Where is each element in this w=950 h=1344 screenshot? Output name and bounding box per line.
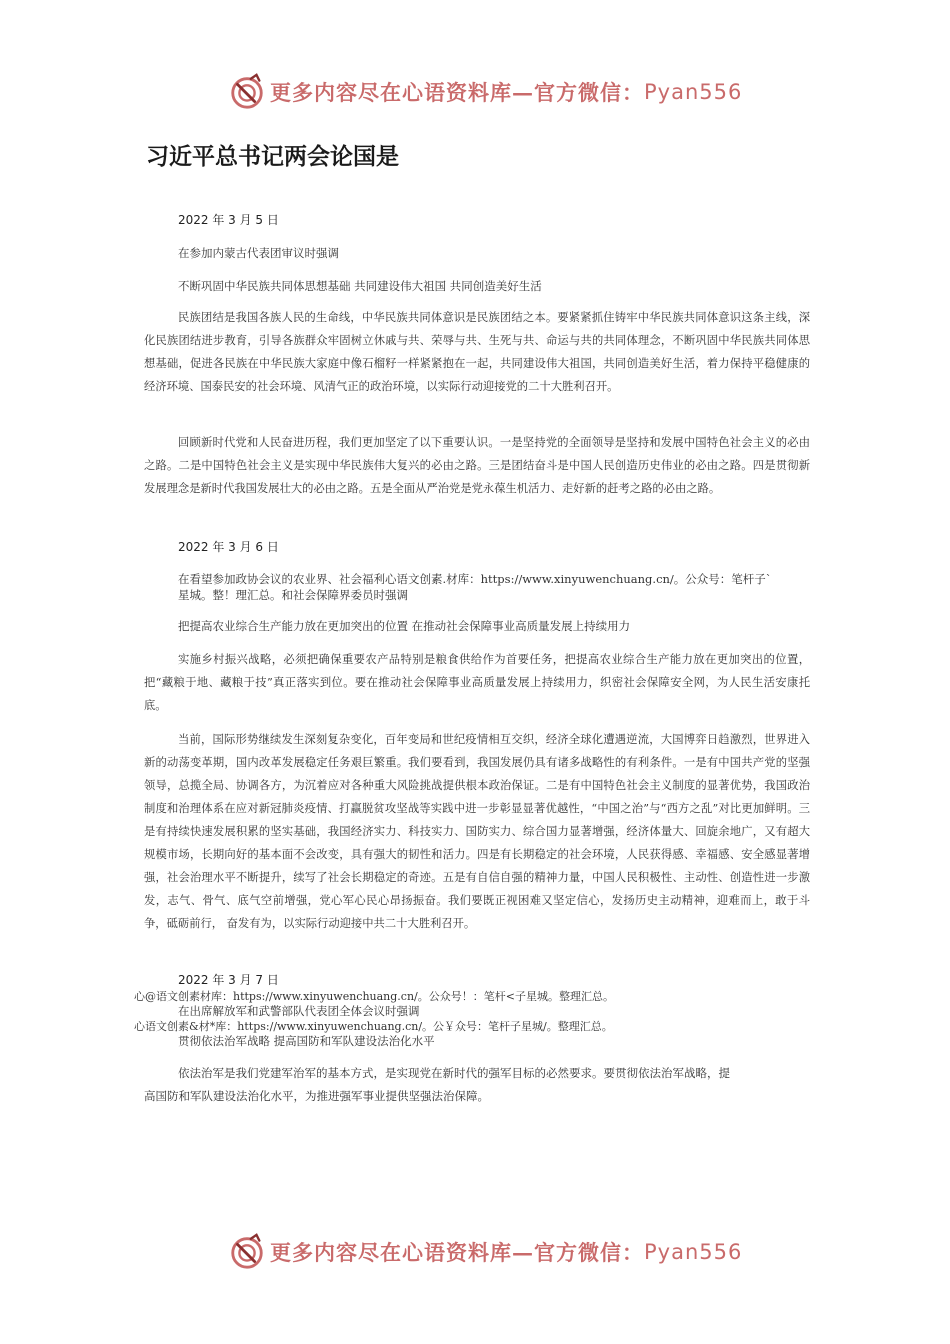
section-paragraph: 回顾新时代党和人民奋进历程，我们更加坚定了以下重要认识。一是坚持党的全面领导是坚持和发展中国特色社会主义的必由之路。二是中国特色社会主义是实现中华民族伟大复兴的必由之路。三是团结奋斗是中国人民创造历史伟业的必由之路。四是贯彻新发展理念是新时代我国发展壮大的必由之路。五是全面从严治党是党永葆生机活力、走好新的赶考之路的必由之路。 — [144, 436, 810, 495]
section-occasion: 在参加内蒙古代表团审议时强调 — [178, 246, 339, 260]
brand-logo-icon — [228, 1233, 266, 1271]
footer-banner — [228, 1232, 742, 1272]
banner-wechat-id: Pyan556 — [644, 80, 743, 104]
banner-text: 更多内容尽在心语资料库—官方微信： — [270, 1240, 644, 1265]
watermark-line: 心@语文创素材库：https://www.xinyuwenchuang.cn/。公众号！：笔杆<子星城。整理汇总。 — [134, 990, 614, 1003]
section-date: 2022 年 3 月 6 日 — [178, 540, 279, 554]
header-banner — [228, 72, 742, 112]
section-headline: 把提高农业综合生产能力放在更加突出的位置 在推动社会保障事业高质量发展上持续用力 — [178, 619, 631, 633]
section-occasion: 在出席解放军和武警部队代表团全体会议时强调 — [178, 1004, 420, 1018]
section-paragraph-line2: 高国防和军队建设法治化水平，为推进强军事业提供坚强法治保障。 — [144, 1089, 489, 1103]
banner-wechat-id: Pyan556 — [644, 1240, 743, 1264]
section-headline: 不断巩固中华民族共同体思想基础 共同建设伟大祖国 共同创造美好生活 — [178, 279, 542, 293]
document-title: 习近平总书记两会论国是 — [146, 144, 399, 170]
section-paragraph: 实施乡村振兴战略，必须把确保重要农产品特别是粮食供给作为首要任务，把提高农业综合生产能力放在更加突出的位置，把“藏粮于地、藏粮于技”真正落实到位。要在推动社会保障事业高质量发展上持续用力，织密社会保障安全网，为人民生活安康托底。 — [144, 653, 810, 712]
section-date: 2022 年 3 月 7 日 — [178, 973, 279, 987]
section-paragraph: 当前，国际形势继续发生深刻复杂变化，百年变局和世纪疫情相互交织，经济全球化遭遇逆流，大国博弈日趋激烈，世界进入新的动荡变革期，国内改革发展稳定任务艰巨繁重。我们要看到，我国发展仍具有诸多战略性的有利条件。一是有中国共产党的坚强领导，总揽全局、协调各方，为沉着应对各种重大风险挑战提供根本政治保证。二是有中国特色社会主义制度的显著优势，我国政治制度和治理体系在应对新冠肺炎疫情、打赢脱贫攻坚战等实践中进一步彰显显著优越性，“中国之治”与“西方之乱”对比更加鲜明。三是有持续快速发展积累的坚实基础，我国经济实力、科技实力、国防实力、综合国力显著增强，经济体量大、回旋余地广，又有超大规模市场，长期向好的基本面不会改变，具有强大的韧性和活力。四是有长期稳定的社会环境，人民获得感、幸福感、安全感显著增强，社会治理水平不断提升，续写了社会长期稳定的奇迹。五是有自信自强的精神力量，中国人民积极性、主动性、创造性进一步激发，志气、骨气、底气空前增强，党心军心民心昂扬振奋。我们要既正视困难又坚定信心，发扬历史主动精神，迎难而上，敢于斗争，砥砺前行， 奋发有为，以实际行动迎接中共二十大胜利召开。 — [144, 733, 810, 930]
section-occasion-line1: 在看望参加政协会议的农业界、社会福利心语文创素.材库：https://www.xinyuwenchuang.cn/。公众号：笔杆子` — [178, 572, 772, 586]
banner-text: 更多内容尽在心语资料库—官方微信： — [270, 80, 644, 105]
section-paragraph-line1: 依法治军是我们党建军治军的基本方式，是实现党在新时代的强军目标的必然要求。要贯彻依法治军战略，提 — [178, 1066, 730, 1080]
section-date: 2022 年 3 月 5 日 — [178, 213, 279, 227]
brand-logo-icon — [228, 73, 266, 111]
watermark-line: 心语文创素&材*库：https://www.xinyuwenchuang.cn/。公￥众号：笔杆子星城/。整理汇总。 — [134, 1020, 613, 1033]
section-paragraph: 民族团结是我国各族人民的生命线，中华民族共同体意识是民族团结之本。要紧紧抓住铸牢中华民族共同体意识这条主线，深化民族团结进步教育，引导各族群众牢固树立休戚与共、荣辱与共、生死与共、命运与共的共同体理念，不断巩固中华民族共同体思想基础，促进各民族在中华民族大家庭中像石榴籽一样紧紧抱在一起，共同建设伟大祖国，共同创造美好生活，着力保持平稳健康的经济环境、国泰民安的社会环境、风清气正的政治环境，以实际行动迎接党的二十大胜利召开。 — [144, 311, 810, 393]
section-occasion-line2: 星城。整！理汇总。和社会保障界委员时强调 — [178, 588, 408, 602]
section-headline: 贯彻依法治军战略 提高国防和军队建设法治化水平 — [178, 1034, 435, 1048]
